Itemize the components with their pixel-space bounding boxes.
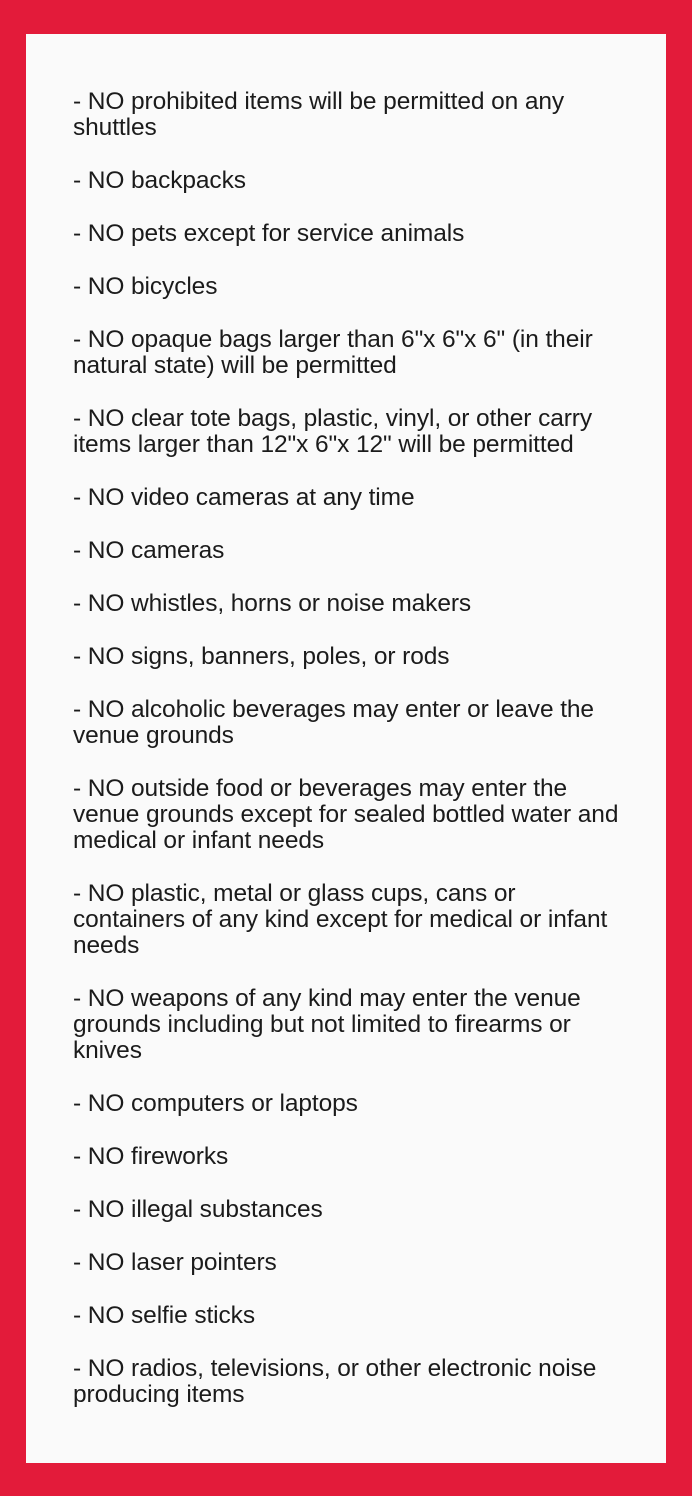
rule-item: - NO alcoholic beverages may enter or leave the venue grounds	[73, 696, 594, 749]
rule-item: - NO backpacks	[73, 167, 246, 194]
rule-item: - NO outside food or beverages may enter the venue grounds except for sealed bottled water and medical or infant needs	[73, 775, 619, 854]
rule-item: - NO illegal substances	[73, 1196, 323, 1223]
rule-item: - NO video cameras at any time	[73, 484, 415, 511]
prohibited-items-list	[73, 89, 626, 1408]
rule-item: - NO bicycles	[73, 273, 218, 300]
rules-panel	[26, 34, 666, 1463]
rule-item: - NO signs, banners, poles, or rods	[73, 643, 450, 670]
rule-item: - NO computers or laptops	[73, 1090, 358, 1117]
rule-item: - NO pets except for service animals	[73, 220, 465, 247]
rule-item: - NO selfie sticks	[73, 1302, 255, 1329]
rule-item: - NO weapons of any kind may enter the venue grounds including but not limited to firearms or knives	[73, 985, 581, 1064]
rule-item: - NO prohibited items will be permitted on any shuttles	[73, 88, 565, 141]
rule-item: - NO clear tote bags, plastic, vinyl, or other carry items larger than 12"x 6"x 12" will be permitted	[73, 405, 593, 458]
rule-item: - NO cameras	[73, 537, 225, 564]
rule-item: - NO fireworks	[73, 1143, 229, 1170]
rule-item: - NO opaque bags larger than 6"x 6"x 6" (in their natural state) will be permitted	[73, 326, 593, 379]
rule-item: - NO whistles, horns or noise makers	[73, 590, 472, 617]
rule-item: - NO plastic, metal or glass cups, cans or containers of any kind except for medical or infant needs	[73, 880, 608, 959]
rule-item: - NO radios, televisions, or other electronic noise producing items	[73, 1355, 597, 1408]
rule-item: - NO laser pointers	[73, 1249, 277, 1276]
